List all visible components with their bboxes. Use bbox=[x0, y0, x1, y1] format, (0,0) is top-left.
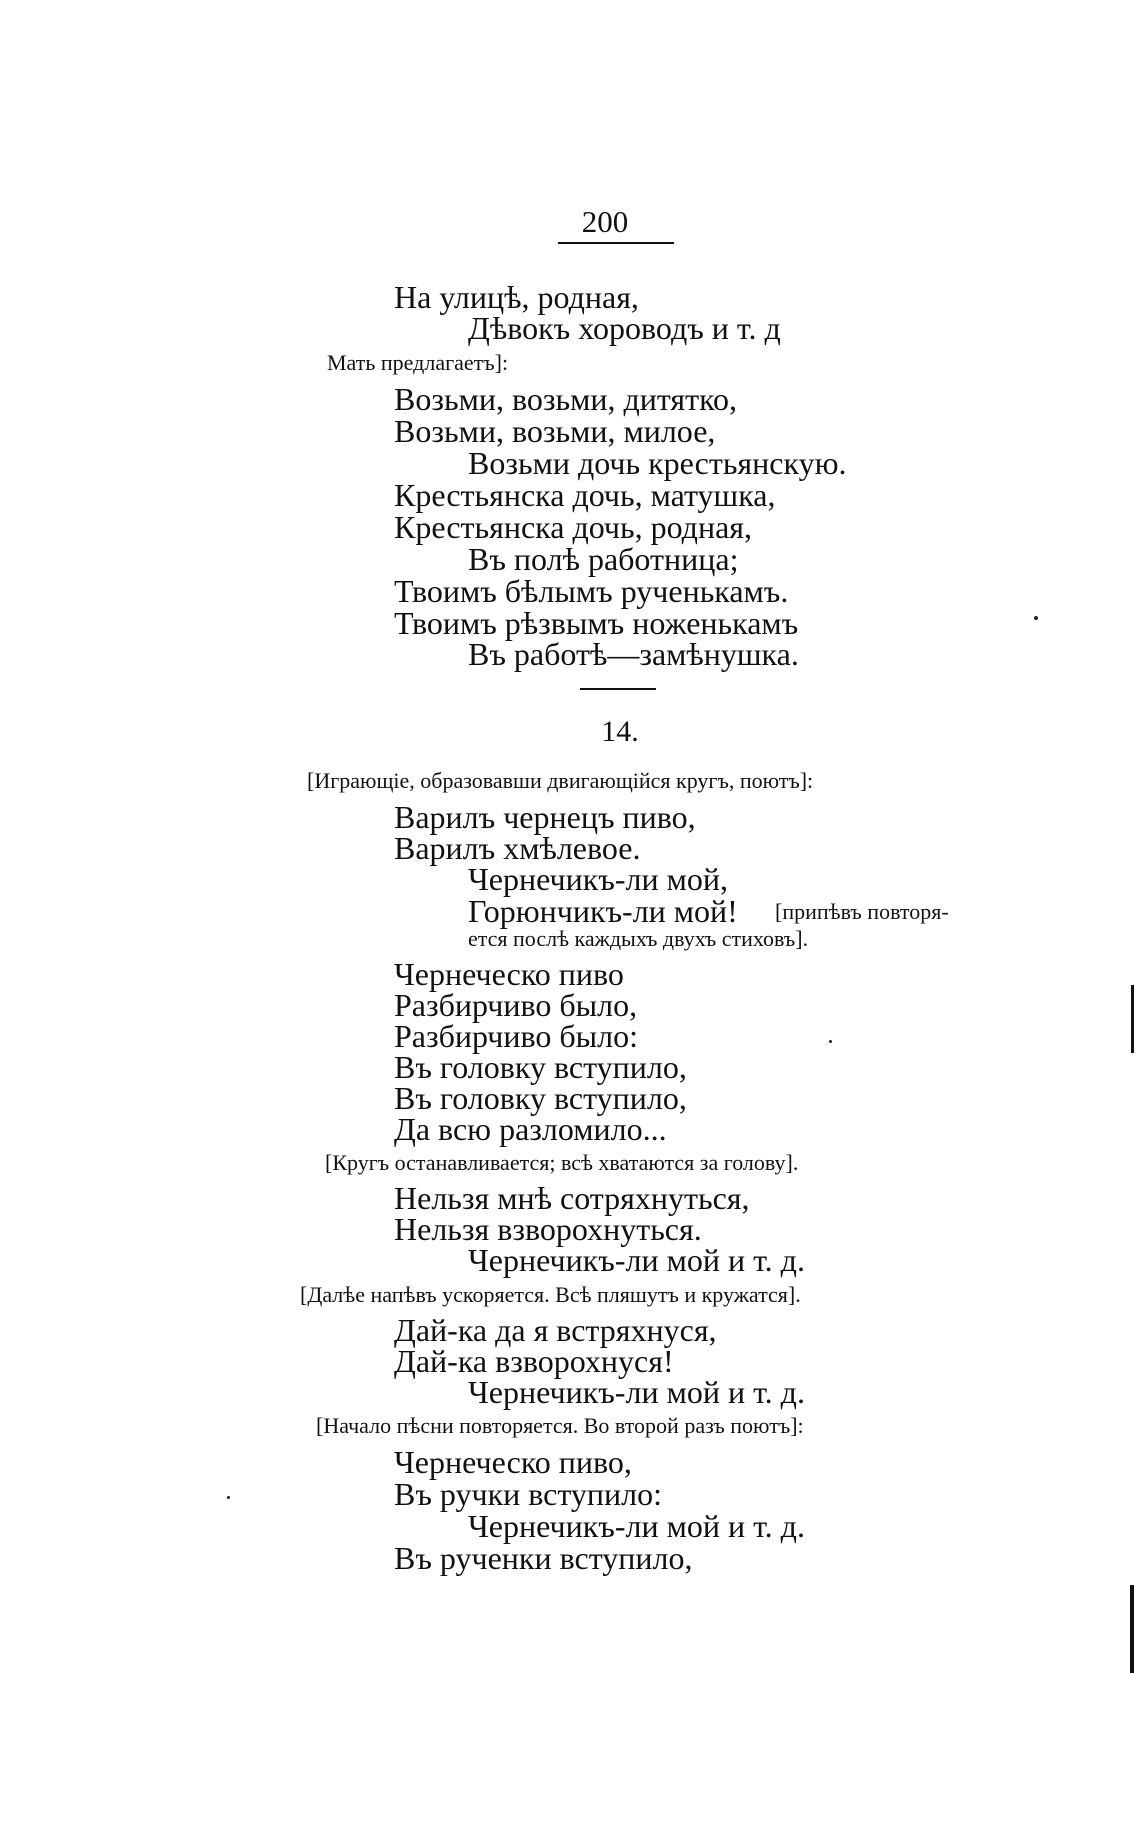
verse-line: Въ ручки вступило: bbox=[394, 1476, 663, 1512]
stage-note: [Далѣе напѣвъ ускоряется. Всѣ пляшутъ и кружатся]. bbox=[300, 1282, 801, 1307]
scan-speck bbox=[227, 1496, 230, 1499]
verse-line: Чернеческо пиво, bbox=[394, 1444, 632, 1480]
verse-line: Варилъ чернецъ пиво, bbox=[394, 799, 696, 835]
verse-line: Твоимъ рѣзвымъ ноженькамъ bbox=[394, 605, 799, 641]
verse-line: Крестьянска дочь, матушка, bbox=[394, 477, 776, 513]
stage-note: Мать предлагаетъ]: bbox=[327, 350, 509, 375]
verse-line: Разбирчиво было, bbox=[394, 987, 638, 1023]
verse-line: Дѣвокъ хороводъ и т. д bbox=[468, 310, 781, 346]
page-number-rule bbox=[558, 242, 674, 244]
page-number: 200 bbox=[581, 204, 629, 239]
verse-line: Нельзя взворохнуться. bbox=[394, 1211, 702, 1247]
stage-note: [Начало пѣсни повторяется. Во второй разъ поютъ]: bbox=[316, 1413, 804, 1438]
refrain-note: ется послѣ каждыхъ двухъ стиховъ]. bbox=[468, 926, 809, 951]
verse-line: Твоимъ бѣлымъ рученькамъ. bbox=[394, 573, 789, 609]
verse-line: Возьми дочь крестьянскую. bbox=[468, 445, 847, 481]
verse-line: Варилъ хмѣлевое. bbox=[394, 830, 641, 866]
verse-line: Чернечикъ-ли мой и т. д. bbox=[468, 1242, 805, 1278]
section-number: 14. bbox=[601, 715, 639, 748]
verse-line: Чернечикъ-ли мой и т. д. bbox=[468, 1374, 805, 1410]
verse-line: Въ работѣ—замѣнушка. bbox=[468, 636, 799, 672]
verse-line: Чернечикъ-ли мой, bbox=[468, 861, 728, 897]
verse-line: Возьми, возьми, милое, bbox=[394, 413, 716, 449]
verse-line: Дай-ка взворохнуся! bbox=[394, 1343, 674, 1379]
verse-line: Въ рученки вступило, bbox=[394, 1540, 693, 1576]
scan-speck bbox=[1034, 616, 1038, 620]
scan-edge-mark bbox=[1130, 1585, 1134, 1673]
verse-line: Нельзя мнѣ сотряхнуться, bbox=[394, 1180, 750, 1216]
refrain-note: [припѣвъ повторя- bbox=[775, 899, 949, 924]
verse-line: Въ головку вступило, bbox=[394, 1049, 687, 1085]
verse-line: Въ головку вступило, bbox=[394, 1080, 687, 1116]
verse-line: Разбирчиво было: bbox=[394, 1018, 638, 1054]
verse-line: Въ полѣ работница; bbox=[468, 541, 739, 577]
verse-line: Крестьянска дочь, родная, bbox=[394, 509, 752, 545]
verse-line: На улицѣ, родная, bbox=[394, 279, 639, 315]
verse-line: Чернеческо пиво bbox=[394, 956, 624, 992]
stage-note: [Кругъ останавливается; всѣ хватаются за голову]. bbox=[325, 1150, 799, 1175]
verse-line: Да всю разломило... bbox=[394, 1111, 667, 1147]
section-divider bbox=[580, 688, 656, 690]
stage-note: [Играющіе, образовавши двигающійся кругъ, поютъ]: bbox=[307, 768, 814, 793]
scan-speck bbox=[829, 1040, 832, 1043]
verse-line: Горюнчикъ-ли мой! bbox=[468, 893, 738, 929]
verse-line: Чернечикъ-ли мой и т. д. bbox=[468, 1508, 805, 1544]
scan-edge-mark bbox=[1131, 985, 1134, 1053]
verse-line: Возьми, возьми, дитятко, bbox=[394, 381, 738, 417]
verse-line: Дай-ка да я встряхнуся, bbox=[394, 1312, 717, 1348]
